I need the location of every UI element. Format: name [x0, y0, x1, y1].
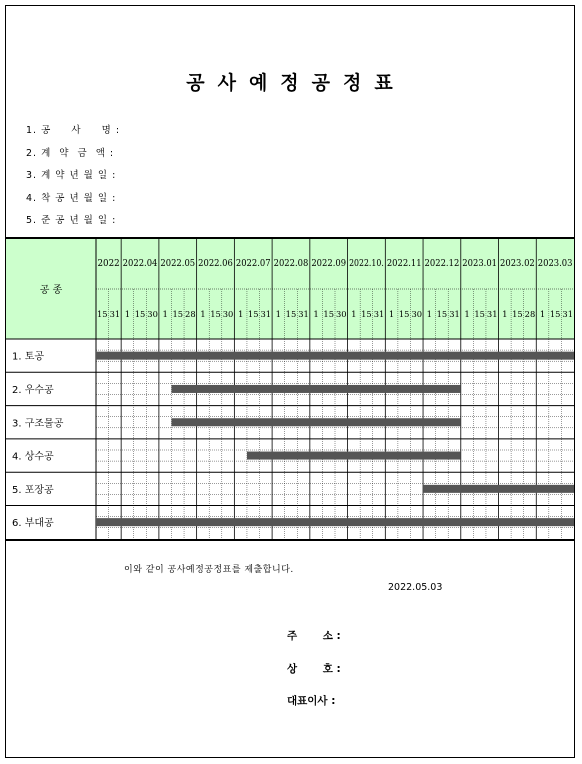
- gantt-day-label: 15: [172, 310, 184, 320]
- gantt-task-label: 4. 상수공: [12, 451, 54, 463]
- gantt-day-label: 15: [134, 310, 146, 320]
- info-project-name: 1. 공 사 명 :: [26, 125, 121, 136]
- gantt-day-label: 28: [524, 310, 536, 320]
- gantt-month-label: 2022.09: [311, 259, 347, 269]
- gantt-day-label: 31: [373, 310, 385, 320]
- gantt-day-label: 31: [449, 310, 460, 320]
- gantt-day-label: 31: [562, 310, 574, 320]
- gantt-month-label: 2023.03: [537, 259, 573, 269]
- gantt-day-label: 1: [237, 310, 244, 320]
- info-start-date: 4. 착 공 년 월 일 :: [26, 192, 117, 204]
- gantt-task-bar: [171, 385, 460, 393]
- gantt-month-label: 2022.05: [160, 259, 196, 269]
- gantt-day-label: 1: [200, 310, 206, 320]
- submission-statement: 이와 같이 공사예정공정표를 제출합니다.: [124, 565, 294, 575]
- gantt-task-label: 6. 부대공: [12, 518, 54, 530]
- gantt-day-label: 31: [260, 310, 272, 320]
- gantt-day-label: 31: [109, 310, 121, 320]
- gantt-day-label: 15: [474, 310, 485, 320]
- gantt-day-label: 15: [210, 310, 221, 320]
- gantt-task-bar: [96, 518, 574, 526]
- gantt-month-label: 2022.04: [122, 259, 158, 269]
- gantt-day-label: 1: [124, 310, 131, 320]
- gantt-task-bar: [96, 352, 574, 360]
- signature-company: 상 호 :: [287, 663, 341, 675]
- info-contract-amount: 2. 계 약 금 액 :: [26, 147, 115, 159]
- gantt-month-label: 2022.10.: [349, 259, 384, 269]
- gantt-day-label: 15: [247, 310, 259, 320]
- gantt-month-label: 2023.02: [500, 259, 535, 269]
- gantt-day-label: 1: [426, 310, 433, 320]
- gantt-day-label: 15: [285, 310, 297, 320]
- gantt-task-label: 2. 우수공: [12, 384, 54, 396]
- gantt-chart: [5, 237, 575, 541]
- gantt-day-label: 30: [335, 310, 347, 320]
- gantt-month-label: 2023.01: [462, 259, 498, 269]
- gantt-task-bar: [423, 485, 574, 493]
- gantt-day-label: 31: [298, 310, 309, 320]
- submission-date: 2022.05.03: [388, 582, 443, 593]
- gantt-day-label: 1: [313, 310, 319, 320]
- gantt-day-label: 1: [502, 310, 508, 320]
- gantt-day-label: 30: [411, 310, 423, 320]
- gantt-task-bar: [247, 452, 461, 460]
- gantt-task-label: 5. 포장공: [12, 484, 54, 496]
- gantt-day-label: 15: [398, 310, 410, 320]
- gantt-day-label: 15: [436, 310, 448, 320]
- gantt-month-label: 2022.06: [198, 259, 234, 269]
- gantt-day-label: 15: [512, 310, 523, 320]
- gantt-day-label: 1: [275, 310, 282, 320]
- gantt-day-label: 1: [539, 310, 546, 320]
- gantt-header-label: 공 종: [39, 285, 63, 296]
- gantt-day-label: 30: [147, 310, 158, 320]
- document-title: 공사예정공정표: [186, 72, 406, 94]
- info-completion-date: 5. 준 공 년 월 일 :: [26, 215, 117, 226]
- gantt-month-label: 2022.08: [273, 259, 309, 269]
- info-contract-date: 3. 계 약 년 월 일 :: [26, 170, 117, 181]
- gantt-task-label: 3. 구조물공: [12, 418, 64, 430]
- gantt-month-label: 2022.12: [424, 259, 460, 269]
- gantt-day-label: 15: [549, 310, 561, 320]
- gantt-task-bar: [171, 418, 460, 426]
- gantt-month-label: 2022: [97, 259, 120, 269]
- gantt-day-label: 15: [361, 310, 372, 320]
- gantt-day-label: 1: [388, 310, 395, 320]
- gantt-task-label: 1. 토공: [12, 351, 45, 363]
- signature-address: 주 소 :: [287, 630, 341, 642]
- gantt-month-label: 2022.11: [386, 259, 422, 269]
- gantt-svg: [6, 239, 574, 539]
- info-section: [26, 120, 120, 233]
- gantt-day-label: 15: [323, 310, 335, 320]
- gantt-day-label: 30: [222, 310, 234, 320]
- signature-ceo: 대표이사 :: [287, 695, 336, 707]
- gantt-day-label: 1: [351, 310, 357, 320]
- gantt-day-label: 1: [464, 310, 470, 320]
- gantt-day-label: 28: [185, 310, 196, 320]
- gantt-day-label: 1: [162, 310, 168, 320]
- gantt-day-label: 15: [96, 310, 108, 320]
- gantt-day-label: 31: [486, 310, 498, 320]
- gantt-month-label: 2022.07: [235, 259, 271, 269]
